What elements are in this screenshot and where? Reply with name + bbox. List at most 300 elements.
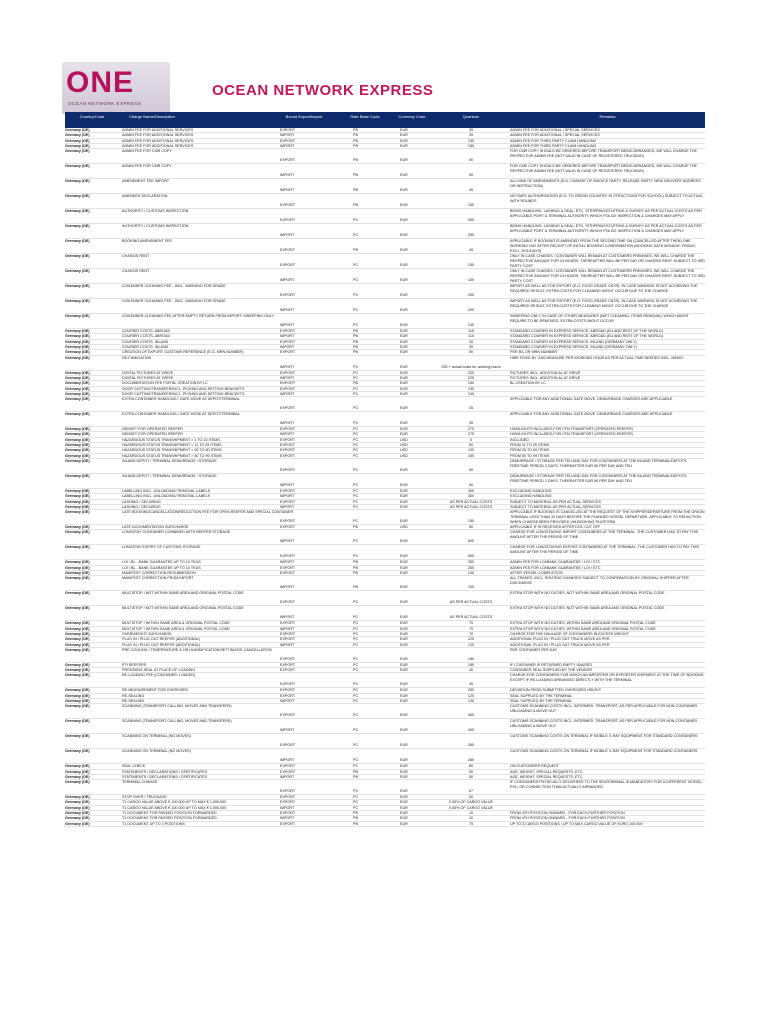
bound-cell: EXPORT — [280, 443, 296, 448]
country-cell: Germany (DE) — [65, 432, 90, 437]
charge-cell: RE-MEASUREMENT FOR OVERSIZED — [122, 688, 189, 693]
quantum-cell: 10 — [468, 816, 474, 821]
country-cell: Germany (DE) — [65, 391, 90, 396]
table-row — [65, 254, 705, 269]
quantum-cell: 50 — [468, 350, 474, 355]
currency-cell: EUR — [400, 203, 408, 208]
rate-base-cell: PC — [353, 488, 359, 493]
quantum-cell: 0.05% OF CARGO VALUE — [449, 805, 493, 810]
charge-cell: CONTAINER CLEANING FEE AFTER EMPTY RETURN FROM IMPORT: SWEEPING ONLY — [122, 314, 274, 319]
country-cell: Germany (DE) — [65, 749, 90, 754]
rate-base-cell: PB — [353, 571, 358, 576]
table-row — [65, 719, 705, 734]
bound-cell: IMPORT — [280, 143, 295, 148]
currency-cell: EUR — [400, 693, 408, 698]
currency-cell: USD — [400, 448, 408, 453]
bound-cell: EXPORT — [280, 662, 296, 667]
country-cell: Germany (DE) — [65, 269, 90, 274]
rate-base-cell: PC — [353, 499, 359, 504]
rate-base-cell: PC — [353, 437, 359, 442]
quantum-cell: 67 — [468, 789, 474, 794]
table-row — [65, 734, 705, 749]
header-country: Country/Code — [79, 114, 105, 119]
header-remarks: Remarks — [599, 114, 616, 119]
table-row — [65, 822, 705, 827]
currency-cell: EUR — [400, 339, 408, 344]
remarks-cell: SUBJECT TO MATERIAL AS PER ACTUAL SERVICES — [510, 499, 601, 504]
charge-cell: SEAL CHECK — [122, 764, 146, 769]
table-row — [65, 356, 705, 371]
bound-cell: IMPORT — [280, 323, 295, 328]
table-row — [65, 459, 705, 474]
quantum-cell: 200 — [467, 293, 475, 298]
remarks-cell: CHARGE FOR CONTAINERS FOR WHICH AN IMPORTER OR EXPORTER SHIPMENT AT THE TIME OF BOOKING EXCEPT IF RE-LOADING ARRANGED DIRECTLY WITH THE TERMINAL — [510, 673, 704, 683]
rate-base-cell: PC — [353, 391, 359, 396]
rate-base-cell: PC — [353, 626, 359, 631]
quantum-cell: 225 — [467, 370, 475, 375]
currency-cell: EUR — [400, 488, 408, 493]
charge-cell: MULTISTOP / WITHIN SAME AREA & ORIGINAL POSTAL CODE — [122, 621, 230, 626]
country-cell: Germany (DE) — [65, 133, 90, 138]
logo-mark: ONE — [66, 66, 135, 99]
remarks-cell: EXTRA STOP WITH NO DUTIES, NOT WITHIN SAME AREA AND ORIGINAL POSTAL CODE — [510, 606, 665, 611]
rate-base-cell: PC — [353, 728, 359, 733]
country-cell: Germany (DE) — [65, 795, 90, 800]
bound-cell: IMPORT — [280, 758, 295, 763]
quantum-cell: 180 — [467, 656, 475, 661]
bound-cell: IMPORT — [280, 308, 295, 313]
remarks-cell: STANDARD COURIER IN EXPRESS SERVICE, INLAND (GERMANY ONLY) — [510, 339, 637, 344]
remarks-cell: ADMIN FEE FOR THIRD PARTY CLAIM HANDLING — [510, 143, 597, 148]
country-cell: Germany (DE) — [65, 811, 90, 816]
currency-cell: EUR — [400, 128, 408, 132]
charge-cell: CONTAINER CLEANING FEE - INCL. WASHING FOR GRADE — [122, 299, 226, 304]
currency-cell: EUR — [400, 143, 408, 148]
remarks-cell: ADDITIONAL PLUG IN / PLUG OUT TRUCK MOVE AS PER — [510, 637, 610, 642]
quantum-cell: 50 — [468, 173, 474, 178]
country-cell: Germany (DE) — [65, 668, 90, 673]
table-row — [65, 224, 705, 239]
bound-cell: EXPORT — [280, 800, 296, 805]
rate-base-cell: PB — [353, 816, 358, 821]
country-cell: Germany (DE) — [65, 143, 90, 148]
charge-cell: DIGITAL PICTURES AT DRIVE — [122, 375, 174, 380]
quantum-cell: 35 — [468, 406, 474, 411]
remarks-cell: HIRE FIXED BY GAS MEASURE PER WORKING HOUR AS PER ACTUAL TIME NEEDED INCL. MEMO — [510, 355, 683, 360]
table-row — [65, 397, 705, 412]
currency-cell: USD — [400, 525, 408, 530]
quantum-cell: 100 — [467, 585, 475, 590]
country-cell: Germany (DE) — [65, 284, 90, 289]
bound-cell: EXPORT — [280, 795, 296, 800]
remarks-cell: PER CONTAINER PER DAY — [510, 647, 557, 652]
quantum-cell: 45 — [468, 188, 474, 193]
quantum-cell: 70 — [468, 631, 474, 636]
country-cell: Germany (DE) — [65, 769, 90, 774]
charge-cell: BOOKING AMENDMENT FEE — [122, 239, 172, 244]
currency-cell: EUR — [400, 233, 408, 238]
country-cell: Germany (DE) — [65, 631, 90, 636]
rate-base-cell: PB — [353, 811, 358, 816]
remarks-cell: CUSTOMS SCANNING COSTS ON TERMINAL IF MOBILE X-RAY EQUIPMENT FOR STANDARD CONTAINERS — [510, 749, 698, 754]
country-cell: Germany (DE) — [65, 314, 90, 319]
charge-cell: SCANNING (TRANSPORT CALLING, MOVES AND TRANSFERS) — [122, 704, 232, 709]
country-cell: Germany (DE) — [65, 560, 90, 565]
charge-cell: ADMIN FEE FOR ADDITIONAL SERVICES — [122, 138, 194, 143]
rate-base-cell: PB — [353, 821, 358, 826]
charge-cell: GENSET FOR OPERATED REEFER — [122, 427, 183, 432]
rate-base-cell: PC — [353, 482, 359, 487]
rate-base-cell: PB — [353, 143, 358, 148]
remarks-cell: EXCLUDING HANDLING — [510, 488, 552, 493]
table-row — [65, 510, 705, 525]
bound-cell: EXPORT — [280, 571, 296, 576]
quantum-cell: 150 — [467, 138, 475, 143]
country-cell: Germany (DE) — [65, 591, 90, 596]
rate-base-cell: PB — [353, 565, 358, 570]
bound-cell: IMPORT — [280, 375, 295, 380]
remarks-cell: CONTAINER SEAL SUPPLIED BY THE VENDOR — [510, 668, 593, 673]
quantum-cell: 150 — [467, 453, 475, 458]
bound-cell: EXPORT — [280, 525, 296, 530]
quantum-cell: 150 — [467, 278, 475, 283]
quantum-cell: 115 — [468, 329, 474, 334]
currency-cell: EUR — [400, 188, 408, 193]
remarks-cell: EXTRA STOP WITH NO DUTIES, NOT WITHIN SAME AREA AND ORIGINAL POSTAL CODE — [510, 591, 665, 596]
rate-base-cell: PC — [353, 263, 359, 268]
remarks-cell: IMPORT AS WELL AS FOR EXPORT (E.G. FOOD GRADE CNTR). IN CASE WASHING IS NOT ACHIEVING THE REQUIRED RESULT, EXTRA COSTS FOR CLEANING MIGHT OCCUR DUE TO THE CHARGE — [510, 299, 698, 309]
country-cell: Germany (DE) — [65, 565, 90, 570]
currency-cell: EUR — [400, 698, 408, 703]
quantum-cell: 240 — [467, 391, 475, 396]
bound-cell: EXPORT — [280, 688, 296, 693]
rate-base-cell: PC — [353, 293, 359, 298]
rate-base-cell: PC — [353, 453, 359, 458]
currency-cell: EUR — [400, 821, 408, 826]
country-cell: Germany (DE) — [65, 209, 90, 214]
quantum-cell: 75 — [468, 621, 474, 626]
quantum-cell: 50 — [468, 482, 474, 487]
quantum-cell: 275 — [467, 427, 475, 432]
quantum-cell: AS PER ACTUAL COSTS — [449, 499, 493, 504]
bound-cell: IMPORT — [280, 364, 295, 369]
currency-cell: EUR — [400, 278, 408, 283]
quantum-cell: AS PER ACTUAL COSTS — [449, 600, 493, 605]
currency-cell: EUR — [400, 811, 408, 816]
currency-cell: USD — [400, 437, 408, 442]
logo-subtitle: OCEAN NETWORK EXPRESS — [68, 101, 142, 106]
quantum-cell: 35 — [468, 133, 474, 138]
charge-cell: SCANNING ON TERMINAL (NO MOVES) — [122, 749, 191, 754]
quantum-cell: 100 — [467, 571, 475, 576]
currency-cell: EUR — [400, 758, 408, 763]
currency-cell: EUR — [400, 560, 408, 565]
country-cell: Germany (DE) — [65, 780, 90, 785]
bound-cell: IMPORT — [280, 642, 295, 647]
rate-base-cell: PC — [353, 323, 359, 328]
rate-base-cell: PC — [353, 805, 359, 810]
bound-cell: EXPORT — [280, 448, 296, 453]
currency-cell: EUR — [400, 795, 408, 800]
quantum-cell: 250 — [467, 218, 475, 223]
quantum-cell: 150 — [467, 263, 475, 268]
rate-base-cell: PC — [353, 448, 359, 453]
rate-base-cell: PC — [353, 406, 359, 411]
charge-cell: ADMIN FEE FOR ADDITIONAL SERVICES — [122, 128, 194, 132]
rate-base-cell: PC — [353, 656, 359, 661]
currency-cell: EUR — [400, 138, 408, 143]
rate-base-cell: PC — [353, 519, 359, 524]
bound-cell: IMPORT — [280, 278, 295, 283]
charge-cell: CONTAINER CLEANING FEE - INCL. WASHING FOR GRADE — [122, 284, 226, 289]
quantum-cell: 35 — [468, 421, 474, 426]
charge-cell: AUTHORITY / CUSTOMS INSPECTION — [122, 224, 189, 229]
quantum-cell: 30 — [468, 339, 474, 344]
bound-cell: EXPORT — [280, 263, 296, 268]
currency-cell: EUR — [400, 626, 408, 631]
charge-cell: SCANNING (TRANSPORT CALLING, MOVES AND TRANSFERS) — [122, 719, 232, 724]
table-row — [65, 673, 705, 688]
remarks-cell: STANDARD COURIER IN EXPRESS SERVICE, ABROAD (EU AND REST OF THE WORLD) — [510, 334, 663, 339]
charge-cell: RE-SEALING — [122, 693, 145, 698]
rate-base-cell: PB — [353, 158, 358, 163]
quantum-cell: 600 — [467, 539, 475, 544]
quantum-cell: 400 — [467, 713, 475, 718]
charge-cell: EXTRA CONTAINER HANDLING / GATE MOVE AT DEPOT/TERMINAL — [122, 412, 240, 417]
country-cell: Germany (DE) — [65, 734, 90, 739]
rate-base-cell: PC — [353, 764, 359, 769]
charge-cell: TERMINAL CHANGE — [122, 780, 158, 785]
quantum-cell: 250 — [467, 233, 475, 238]
remarks-cell: PER B/L OR MRN NUMBER — [510, 350, 557, 355]
bound-cell: IMPORT — [280, 432, 295, 437]
remarks-cell: BL CREATION BY LC — [510, 381, 546, 386]
rate-base-cell: PC — [353, 795, 359, 800]
charge-cell: STATEMENTS / DECLARATIONS / CERTIFICATES — [122, 774, 208, 779]
quantum-cell: 50 — [468, 467, 474, 472]
bound-cell: EXPORT — [280, 631, 296, 636]
country-cell: Germany (DE) — [65, 149, 90, 154]
remarks-cell: APPLICABLE IF SI RECEIVED AFTER DOC CUT OFF — [510, 525, 601, 530]
charge-cell: ADMIN FEE FOR ADDITIONAL SERVICES — [122, 133, 194, 138]
charge-cell: T1 CARGO VALUE ABOVE € 100.000 UP TO MAX € 1.000.000 — [122, 800, 227, 805]
bound-cell: EXPORT — [280, 437, 296, 442]
rate-base-cell: PC — [353, 278, 359, 283]
currency-cell: EUR — [400, 350, 408, 355]
rate-base-cell: PB — [353, 128, 358, 132]
country-cell: Germany (DE) — [65, 800, 90, 805]
charge-cell: PROVIDING SEAL AT PLACE OF LOADING — [122, 668, 196, 673]
table-row — [65, 704, 705, 719]
charge-cell: ADMIN FEE FOR CMR COPY — [122, 164, 172, 169]
bound-cell: EXPORT — [280, 128, 296, 132]
remarks-cell: SEAL SUPPLIED BY THE TERMINAL — [510, 698, 573, 703]
quantum-cell: 400 — [467, 728, 475, 733]
charge-cell: AUTHORITY / CUSTOMS INSPECTION — [122, 209, 189, 214]
currency-cell: EUR — [400, 600, 408, 605]
bound-cell: IMPORT — [280, 334, 295, 339]
charge-cell: T1 CARGO VALUE ABOVE € 100.000 UP TO MAX € 1.000.000 — [122, 805, 227, 810]
currency-cell: EUR — [400, 329, 408, 334]
rate-base-cell: PC — [353, 713, 359, 718]
table-row — [65, 179, 705, 194]
table-row — [65, 194, 705, 209]
rate-base-cell: PC — [353, 554, 359, 559]
bound-cell: EXPORT — [280, 637, 296, 642]
remarks-cell: AGE, WEIGHT, SPECIAL REQUESTS, ETC. — [510, 774, 584, 779]
rate-base-cell: PB — [353, 133, 358, 138]
charge-cell: HAZARDOUS STATUS TRANSHIPMENT > 50 TO 99 ITEMS — [122, 453, 222, 458]
remarks-cell: FROM 4TH POSITION ONWARD - FOR EACH FURTHER POSITION — [510, 811, 625, 816]
quantum-cell: 50 — [468, 774, 474, 779]
table-row — [65, 149, 705, 164]
country-cell: Germany (DE) — [65, 688, 90, 693]
quantum-cell: 125 — [467, 642, 475, 647]
remarks-cell: ON CUSTOMERS REQUEST — [510, 764, 559, 769]
rate-base-cell: PC — [353, 615, 359, 620]
bound-cell: IMPORT — [280, 615, 295, 620]
remarks-cell: APPLICABLE IF BOOKING IS AMENDED FROM THE SECOND TIME ON (CANCELLED AFTER THEN) ONE WORKING DAY AFTER RECEIPT OF INITIAL BOOKING CONFIRMATION (BOOKING DATE MONDAY: FRIDAY, EXCL. HOLIDAYS) — [510, 239, 696, 254]
rate-base-cell: PC — [353, 621, 359, 626]
currency-cell: EUR — [400, 774, 408, 779]
quantum-cell: 300 — [467, 488, 475, 493]
quantum-cell: 225 — [467, 375, 475, 380]
quantum-cell: 40 — [468, 668, 474, 673]
country-cell: Germany (DE) — [65, 224, 90, 229]
bound-cell: IMPORT — [280, 585, 295, 590]
bound-cell: EXPORT — [280, 769, 296, 774]
rate-base-cell: PB — [353, 138, 358, 143]
currency-cell: USD — [400, 453, 408, 458]
header-rate-base: Rate Base Code — [350, 114, 380, 119]
charge-cell: INLAND DEPOT / TERMINAL DEMURRAGE / STORAGE — [122, 473, 217, 478]
bound-cell: EXPORT — [280, 656, 296, 661]
country-cell: Germany (DE) — [65, 339, 90, 344]
currency-cell: EUR — [400, 370, 408, 375]
bound-cell: IMPORT — [280, 188, 295, 193]
remarks-cell: ADMIN FEE FOR LOI/BANK GUARANTEE / LOI / ETC. — [510, 565, 602, 570]
quantum-cell: 180 — [467, 662, 475, 667]
charge-cell: MANIFEST CORRECTION RESUBMISSION — [122, 571, 196, 576]
remarks-cell: DEVIATION FROM SUBMITTED OVERSIZED HEIGHT — [510, 688, 602, 693]
currency-cell: EUR — [400, 642, 408, 647]
country-cell: Germany (DE) — [65, 488, 90, 493]
bound-cell: IMPORT — [280, 539, 295, 544]
currency-cell: EUR — [400, 504, 408, 509]
country-cell: Germany (DE) — [65, 128, 90, 132]
remarks-cell: ADMIN FEE FOR ADDITIONAL / SPECIAL SERVICES — [510, 133, 600, 138]
currency-cell: EUR — [400, 565, 408, 570]
rate-base-cell: PC — [353, 693, 359, 698]
bound-cell: EXPORT — [280, 554, 296, 559]
bound-cell: EXPORT — [280, 713, 296, 718]
charge-cell: T1 DOCUMENT FOR PASSED POSITION FORWARDED — [122, 811, 217, 816]
bound-cell: EXPORT — [280, 764, 296, 769]
quantum-cell: 100 — [467, 323, 475, 328]
country-cell: Germany (DE) — [65, 375, 90, 380]
bound-cell: EXPORT — [280, 821, 296, 826]
currency-cell: EUR — [400, 432, 408, 437]
currency-cell: EUR — [400, 406, 408, 411]
rate-base-cell: PB — [353, 769, 358, 774]
bound-cell: EXPORT — [280, 682, 296, 687]
currency-cell: EUR — [400, 743, 408, 748]
remarks-cell: CUSTOMS SCANNING COSTS INCL. INTERMED. TRANSPORT, AS PER APPLICABLE FOR NON-CONTAINER UNLOADING & MOVE OUT — [510, 719, 697, 729]
rate-base-cell: PC — [353, 631, 359, 636]
rate-base-cell: PC — [353, 642, 359, 647]
bound-cell: EXPORT — [280, 519, 296, 524]
country-cell: Germany (DE) — [65, 530, 90, 535]
remarks-cell: HIGHLIGHTS INCLUDED FOR CFN TRANSPORT (OPERATED REEFER) — [510, 427, 633, 432]
remarks-cell: ALL TRADES, INCL. ROUTING CHANGES SUBJECT TO CONFIRMATION BY ORIGINAL SHIPPER AFTER DISCHARGE — [510, 576, 689, 586]
charge-cell: OVERWEIGHT SURCHARGE — [122, 631, 172, 636]
table-row — [65, 530, 705, 545]
rate-base-cell: PC — [353, 662, 359, 667]
table-row — [65, 780, 705, 795]
table-row — [65, 545, 705, 560]
country-cell: Germany (DE) — [65, 545, 90, 550]
country-cell: Germany (DE) — [65, 642, 90, 647]
bound-cell: IMPORT — [280, 133, 295, 138]
country-cell: Germany (DE) — [65, 299, 90, 304]
table-row — [65, 412, 705, 427]
remarks-cell: ONLY IN CASE CHASSIS / CONTAINER WILL REMAIN AT CUSTOMERS PREMISES, WE WILL CHARGE THE RESPECTIVE AMOUNT FOR 24 HOURS. THEREAFTER WILL BE PER DAY OR CHASSIS RENT. SUBJECT TO 3RD PARTY COST — [510, 269, 705, 284]
row-divider — [65, 826, 705, 827]
rate-base-cell: PC — [353, 682, 359, 687]
remarks-cell: APPLICABLE FOR ANY ADDITIONAL GATE MOVE. DEMURRAGE CHARGES ARE APPLICABLE. — [510, 397, 674, 402]
remarks-cell: SUBJECT TO MATERIAL AS PER ACTUAL SERVICES — [510, 504, 601, 509]
remarks-cell: INCLUDED — [510, 437, 529, 442]
quantum-cell: 260 — [467, 743, 475, 748]
bound-cell: EXPORT — [280, 600, 296, 605]
remarks-cell: AFTER VESSEL COMPLETION — [510, 571, 563, 576]
rate-base-cell: PC — [353, 668, 359, 673]
charge-cell: ADMIN FEE FOR ADDITIONAL SERVICES — [122, 143, 194, 148]
rate-base-cell: PC — [353, 467, 359, 472]
currency-cell: EUR — [400, 571, 408, 576]
quantum-cell: 150 — [467, 381, 475, 386]
quantum-cell: 300 — [467, 494, 475, 499]
charge-cell: DOOR CUTTING/TRANSFER/INCL. PICKING AND SETTING BRACKETS — [122, 386, 245, 391]
country-cell: Germany (DE) — [65, 412, 90, 417]
country-cell: Germany (DE) — [65, 662, 90, 667]
quantum-cell: 60 — [468, 795, 474, 800]
bound-cell: EXPORT — [280, 811, 296, 816]
quantum-cell: 50 — [468, 443, 474, 448]
remarks-cell: ADMIN FEE FOR LOI/BANK GUARANTEE / LOI / ETC. — [510, 560, 602, 565]
remarks-cell: APPLICABLE FOR ANY ADDITIONAL GATE MOVE. DEMURRAGE CHARGES ARE APPLICABLE. — [510, 412, 674, 417]
quantum-cell: 250 — [467, 688, 475, 693]
quantum-cell: 120 — [467, 698, 475, 703]
charge-cell: PTI REEFERS — [122, 662, 147, 667]
rate-base-cell: PC — [353, 637, 359, 642]
bound-cell: EXPORT — [280, 386, 296, 391]
charge-cell: CREATION OF EXPORT CUSTOMS REFERENCE (E.G. MRN NUMBER) — [122, 350, 244, 355]
currency-cell: EUR — [400, 769, 408, 774]
quantum-cell: 600 — [467, 554, 475, 559]
quantum-cell: 0.05% OF CARGO VALUE — [449, 800, 493, 805]
rate-base-cell: PC — [353, 421, 359, 426]
currency-cell: EUR — [400, 334, 408, 339]
currency-cell: EUR — [400, 173, 408, 178]
table-row — [65, 164, 705, 179]
rate-base-cell: PC — [353, 688, 359, 693]
bound-cell: EXPORT — [280, 339, 296, 344]
remarks-cell: ADDITIONAL PLUG IN / PLUG OUT TRUCK MOVE AS PER — [510, 642, 610, 647]
country-cell: Germany (DE) — [65, 458, 90, 463]
bound-cell: IMPORT — [280, 504, 295, 509]
country-cell: Germany (DE) — [65, 673, 90, 678]
